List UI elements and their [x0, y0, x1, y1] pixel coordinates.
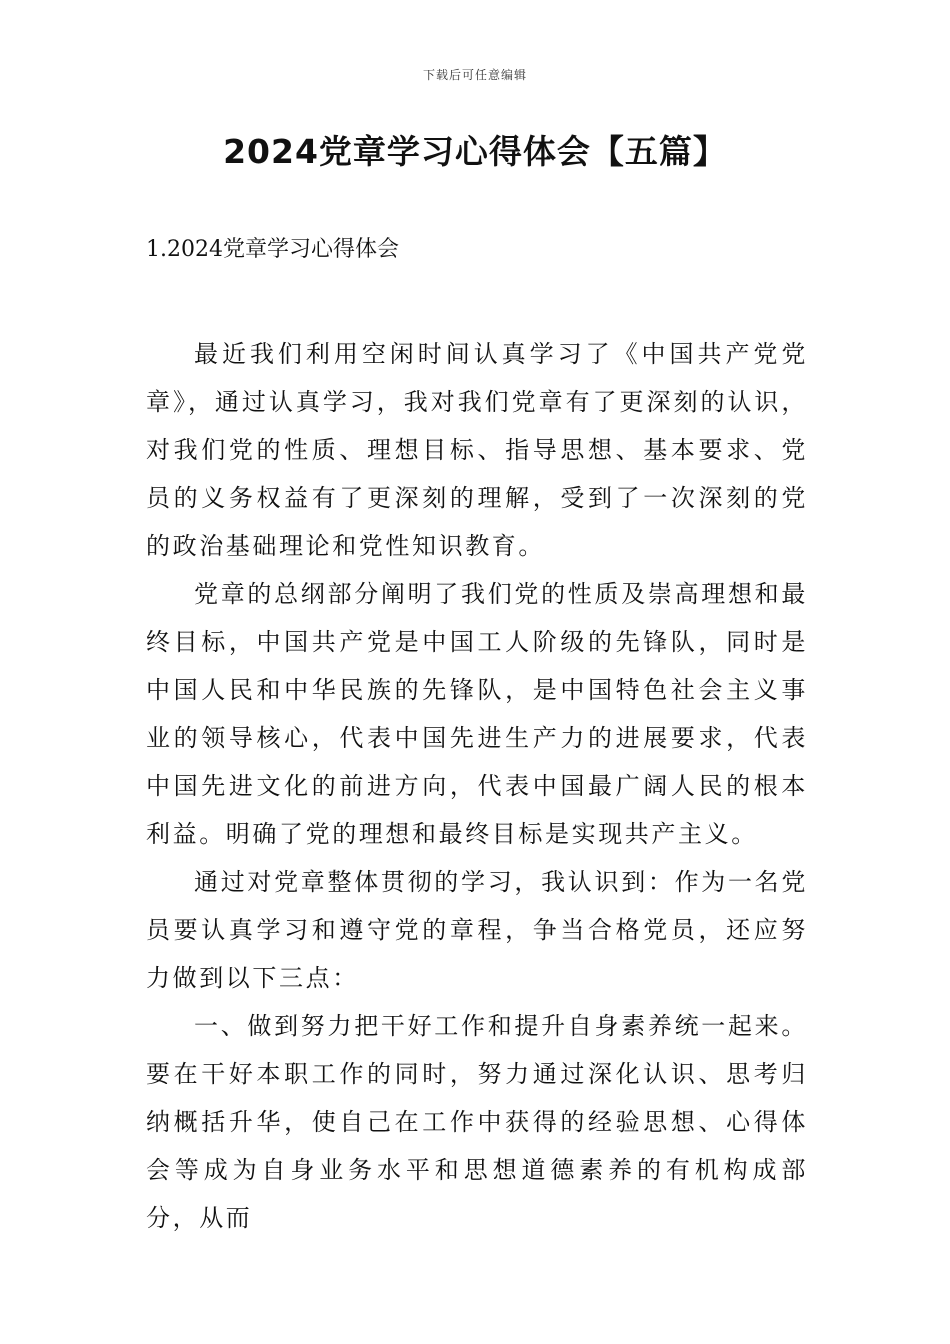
paragraph: 通过对党章整体贯彻的学习，我认识到：作为一名党员要认真学习和遵守党的章程，争当合格党员，还应努力做到以下三点：: [146, 868, 808, 992]
paragraph: 一、做到努力把干好工作和提升自身素养统一起来。要在干好本职工作的同时，努力通过深化认识、思考归纳概括升华，使自己在工作中获得的经验思想、心得体会等成为自身业务水平和思想道德素养的有机构成部分，从而: [146, 1012, 808, 1232]
header-note: 下载后可任意编辑: [422, 68, 527, 82]
section-heading: 1.2024党章学习心得体会: [146, 237, 399, 262]
paragraph: 党章的总纲部分阐明了我们党的性质及崇高理想和最终目标，中国共产党是中国工人阶级的先锋队，同时是中国人民和中华民族的先锋队，是中国特色社会主义事业的领导核心，代表中国先进生产力的进展要求，代表中国先进文化的前进方向，代表中国最广阔人民的根本利益。明确了党的理想和最终目标是实现共产主义。: [146, 580, 808, 848]
paragraph: 最近我们利用空闲时间认真学习了《中国共产党党章》，通过认真学习，我对我们党章有了更深刻的认识，对我们党的性质、理想目标、指导思想、基本要求、党员的义务权益有了更深刻的理解，受到了一次深刻的党的政治基础理论和党性知识教育。: [146, 340, 808, 560]
body-text: [146, 330, 808, 1242]
document-title: 2024党章学习心得体会【五篇】: [223, 132, 727, 171]
